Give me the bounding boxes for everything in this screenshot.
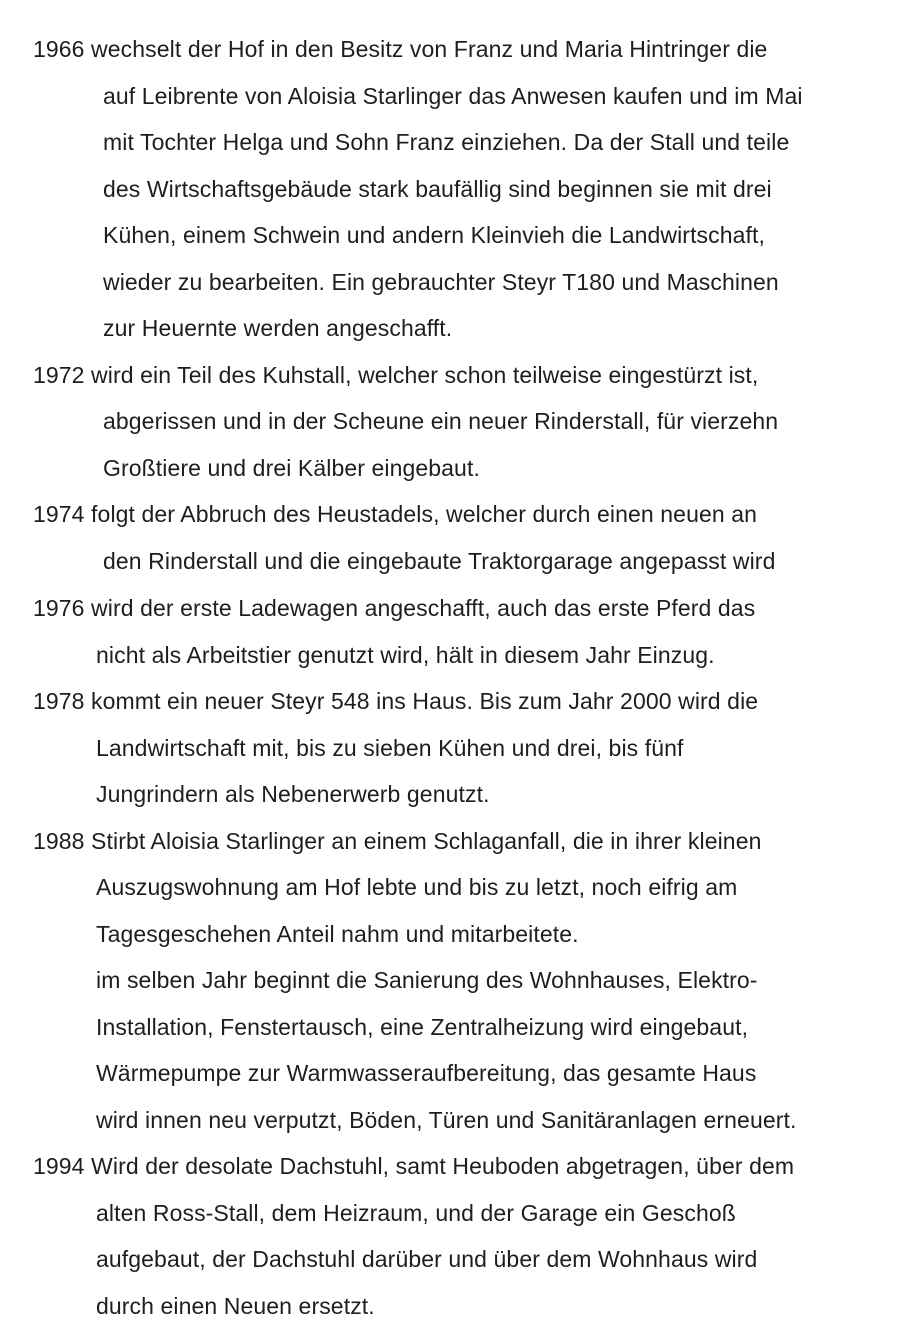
entry-1994-line-2: alten Ross-Stall, dem Heizraum, und der Garage ein Geschoß xyxy=(96,1200,736,1226)
entry-1966-line-6: wieder zu bearbeiten. Ein gebrauchter Steyr T180 und Maschinen xyxy=(103,269,779,295)
entry-1978-line-1: 1978 kommt ein neuer Steyr 548 ins Haus. Bis zum Jahr 2000 wird die xyxy=(33,688,759,714)
entry-1966-line-2: auf Leibrente von Aloisia Starlinger das Anwesen kaufen und im Mai xyxy=(103,83,803,109)
entry-1988-line-7: wird innen neu verputzt, Böden, Türen und Sanitäranlagen erneuert. xyxy=(96,1107,797,1133)
entry-1966-line-5: Kühen, einem Schwein und andern Kleinvieh die Landwirtschaft, xyxy=(103,222,766,248)
entry-1988-line-1: 1988 Stirbt Aloisia Starlinger an einem Schlaganfall, die in ihrer kleinen xyxy=(33,828,762,854)
entry-1994-line-4: durch einen Neuen ersetzt. xyxy=(96,1293,375,1319)
entry-1978-line-2: Landwirtschaft mit, bis zu sieben Kühen und drei, bis fünf xyxy=(96,735,684,761)
entry-1972-line-1: 1972 wird ein Teil des Kuhstall, welcher schon teilweise eingestürzt ist, xyxy=(33,362,759,388)
entry-1988-line-2: Auszugswohnung am Hof lebte und bis zu letzt, noch eifrig am xyxy=(96,874,738,900)
entry-1988-line-5: Installation, Fenstertausch, eine Zentralheizung wird eingebaut, xyxy=(96,1014,749,1040)
entry-1972-line-2: abgerissen und in der Scheune ein neuer Rinderstall, für vierzehn xyxy=(103,408,779,434)
entry-1988-line-3: Tagesgeschehen Anteil nahm und mitarbeitete. xyxy=(96,921,579,947)
entry-1974-line-2: den Rinderstall und die eingebaute Traktorgarage angepasst wird xyxy=(103,548,776,574)
entry-1974-line-1: 1974 folgt der Abbruch des Heustadels, welcher durch einen neuen an xyxy=(33,501,758,527)
entry-1972-line-3: Großtiere und drei Kälber eingebaut. xyxy=(103,455,480,481)
entry-1966-line-7: zur Heuernte werden angeschafft. xyxy=(103,315,453,341)
entry-1978-line-3: Jungrindern als Nebenerwerb genutzt. xyxy=(96,781,490,807)
entry-1994-line-1: 1994 Wird der desolate Dachstuhl, samt Heuboden abgetragen, über dem xyxy=(33,1153,795,1179)
entry-1966-line-4: des Wirtschaftsgebäude stark baufällig sind beginnen sie mit drei xyxy=(103,176,772,202)
entry-1966-line-1: 1966 wechselt der Hof in den Besitz von Franz und Maria Hintringer die xyxy=(33,36,768,62)
entry-1976-line-1: 1976 wird der erste Ladewagen angeschafft, auch das erste Pferd das xyxy=(33,595,756,621)
entry-1994-line-3: aufgebaut, der Dachstuhl darüber und über dem Wohnhaus wird xyxy=(96,1246,758,1272)
entry-1988-line-4: im selben Jahr beginnt die Sanierung des Wohnhauses, Elektro- xyxy=(96,967,758,993)
entry-1966-line-3: mit Tochter Helga und Sohn Franz einziehen. Da der Stall und teile xyxy=(103,129,790,155)
entry-1988-line-6: Wärmepumpe zur Warmwasseraufbereitung, das gesamte Haus xyxy=(96,1060,757,1086)
entry-1976-line-2: nicht als Arbeitstier genutzt wird, hält in diesem Jahr Einzug. xyxy=(96,642,715,668)
